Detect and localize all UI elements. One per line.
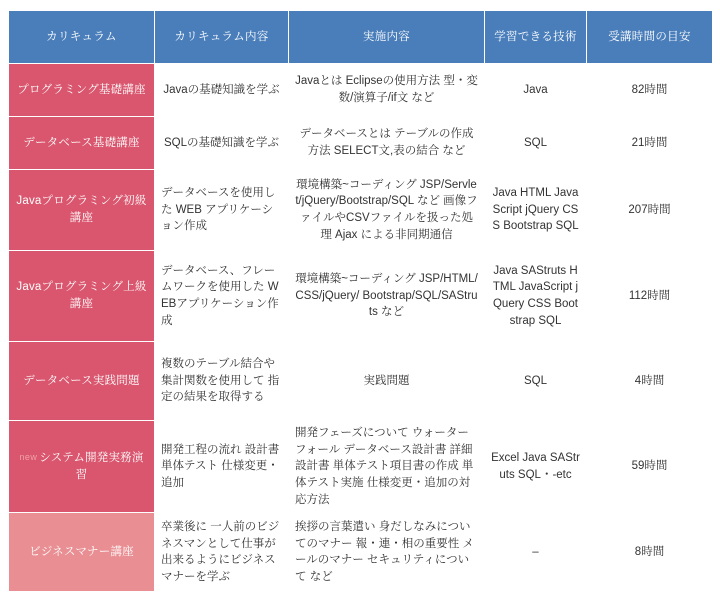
row-skills: Excel Java SAStruts SQL・-etc: [485, 421, 587, 513]
row-hours: 4時間: [587, 342, 713, 421]
row-content: Javaの基礎知識を学ぶ: [155, 64, 289, 117]
row-category: [9, 421, 155, 513]
row-hours: 207時間: [587, 170, 713, 251]
row-category: Javaプログラミング初級講座: [9, 170, 155, 251]
row-skills: Java: [485, 64, 587, 117]
row-skills: Java SAStruts HTML JavaScript jQuery CSS Bootstrap SQL: [485, 251, 587, 342]
table-row: [9, 117, 713, 170]
table-row: [9, 170, 713, 251]
row-hours: 59時間: [587, 421, 713, 513]
row-category: Javaプログラミング上級講座: [9, 251, 155, 342]
row-content: 卒業後に 一人前のビジネスマンとして仕事が出来るようにビジネスマナーを学ぶ: [155, 513, 289, 592]
row-category: データベース実践問題: [9, 342, 155, 421]
row-skills: –: [485, 513, 587, 592]
curriculum-table: [8, 10, 713, 592]
row-content: SQLの基礎知識を学ぶ: [155, 117, 289, 170]
row-skills: SQL: [485, 342, 587, 421]
row-content: データベースを使用した WEB アプリケーション作成: [155, 170, 289, 251]
table-row: [9, 421, 713, 513]
column-header-curriculum-content: カリキュラム内容: [155, 11, 289, 64]
column-header-skills: 学習できる技術: [485, 11, 587, 64]
table-header: [9, 11, 713, 64]
row-detail: 開発フェーズについて ウォーターフォール データベース設計書 詳細設計書 単体テスト項目書の作成 単体テスト実施 仕様変更・追加の対応方法: [289, 421, 485, 513]
row-detail: 環境構築~コーディング JSP/HTML/CSS/jQuery/ Bootstrap/SQL/SAStruts など: [289, 251, 485, 342]
row-skills: Java HTML JavaScript jQuery CSS Bootstrap SQL: [485, 170, 587, 251]
table-row: [9, 251, 713, 342]
row-hours: 21時間: [587, 117, 713, 170]
table-row: [9, 513, 713, 592]
row-detail: 環境構築~コーディング JSP/Servlet/jQuery/Bootstrap/SQL など 画像ファイルやCSVファイルを扱った処理 Ajax による非同期通信: [289, 170, 485, 251]
row-hours: 112時間: [587, 251, 713, 342]
row-detail: 挨拶の言葉遣い 身だしなみについてのマナー 報・連・相の重要性 メールのマナー セキュリティについて など: [289, 513, 485, 592]
column-header-curriculum: カリキュラム: [9, 11, 155, 64]
row-category: データベース基礎講座: [9, 117, 155, 170]
table-row: [9, 342, 713, 421]
table-row: [9, 64, 713, 117]
row-category: プログラミング基礎講座: [9, 64, 155, 117]
column-header-hours: 受講時間の目安: [587, 11, 713, 64]
new-badge: new: [19, 452, 38, 462]
row-content: 開発工程の流れ 設計書 単体テスト 仕様変更・追加: [155, 421, 289, 513]
row-hours: 8時間: [587, 513, 713, 592]
table-body: [9, 64, 713, 592]
row-category-label: システム開発実務演習: [39, 452, 144, 481]
row-detail: Javaとは Eclipseの使用方法 型・変数/演算子/if文 など: [289, 64, 485, 117]
column-header-implementation: 実施内容: [289, 11, 485, 64]
row-hours: 82時間: [587, 64, 713, 117]
row-skills: SQL: [485, 117, 587, 170]
row-detail: 実践問題: [289, 342, 485, 421]
table-header-row: [9, 11, 713, 64]
row-detail: データベースとは テーブルの作成方法 SELECT文,表の結合 など: [289, 117, 485, 170]
row-content: データベース、フレームワークを使用した WEBアプリケーション作成: [155, 251, 289, 342]
row-content: 複数のテーブル結合や 集計関数を使用して 指定の結果を取得する: [155, 342, 289, 421]
row-category: ビジネスマナー講座: [9, 513, 155, 592]
